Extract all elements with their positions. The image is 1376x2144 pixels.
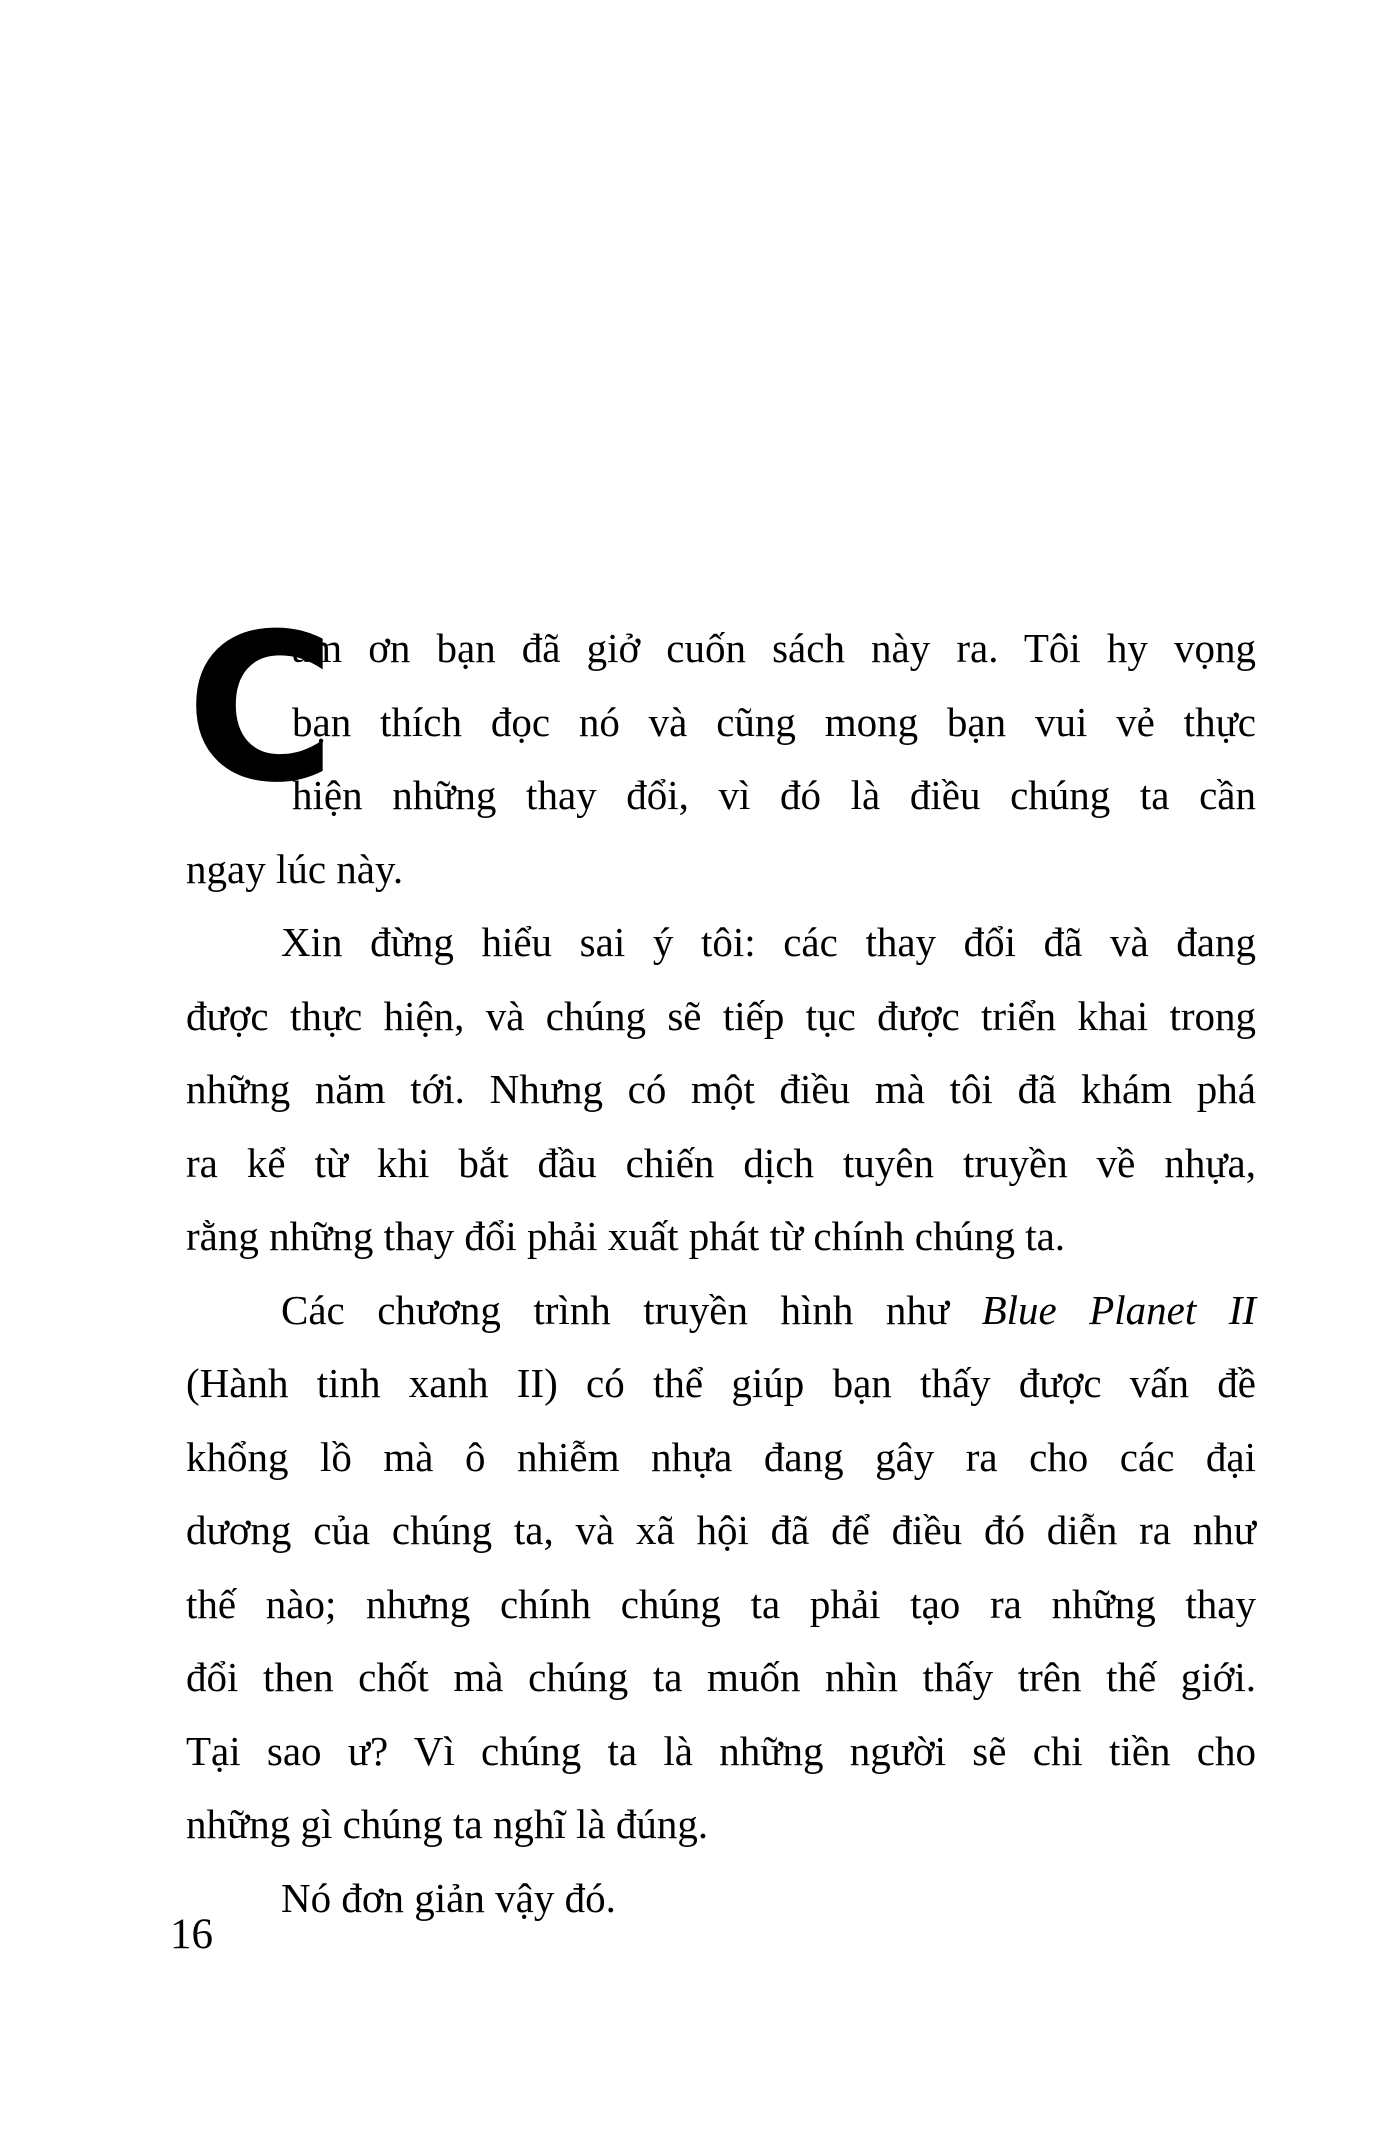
paragraph-1 [186, 591, 1256, 906]
text-line: Tại sao ư? Vì chúng ta là những người sẽ chi tiền cho [186, 1727, 1256, 1774]
paragraph-2 [186, 906, 1256, 1274]
text-line: bạn thích đọc nó và cũng mong bạn vui vẻ thực [292, 698, 1256, 745]
text-line: rằng những thay đổi phải xuất phát từ chính chúng ta. [186, 1213, 1066, 1259]
text-line: những gì chúng ta nghĩ là đúng. [186, 1801, 709, 1847]
page-number: 16 [170, 1911, 213, 1958]
text-line: dương của chúng ta, và xã hội đã để điều đó diễn ra như [186, 1507, 1256, 1553]
text-line: Xin đừng hiểu sai ý tôi: các thay đổi đã và đang [281, 919, 1256, 965]
text-run: Các chương trình truyền hình như [281, 1286, 950, 1333]
text-line: ra kể từ khi bắt đầu chiến dịch tuyên truyền về nhựa, [186, 1139, 1256, 1186]
text-line: được thực hiện, và chúng sẽ tiếp tục được triển khai trong [186, 992, 1256, 1039]
drop-cap-letter: C [186, 591, 330, 828]
text-line: những năm tới. Nhưng có một điều mà tôi đã khám phá [186, 1066, 1256, 1112]
text-line: (Hành tinh xanh II) có thể giúp bạn thấy được vấn đề [186, 1360, 1256, 1406]
text-line: thế nào; nhưng chính chúng ta phải tạo ra những thay [186, 1580, 1256, 1627]
book-title-italic: Blue Planet II [981, 1286, 1257, 1333]
text-line [186, 1274, 1256, 1348]
paragraph-3 [186, 1274, 1256, 1862]
text-line: hiện những thay đổi, vì đó là điều chúng ta cần [292, 772, 1256, 818]
text-line: khổng lồ mà ô nhiễm nhựa đang gây ra cho các đại [186, 1433, 1256, 1480]
paragraph-4 [186, 1862, 1256, 1936]
text-line: Nó đơn giản vậy đó. [281, 1874, 616, 1921]
body-text-block [186, 591, 1257, 1935]
text-line: ngay lúc này. [186, 845, 404, 892]
text-line: đổi then chốt mà chúng ta muốn nhìn thấy trên thế giới. [186, 1654, 1256, 1700]
text-line: ảm ơn bạn đã giở cuốn sách này ra. Tôi hy vọng [292, 625, 1256, 671]
